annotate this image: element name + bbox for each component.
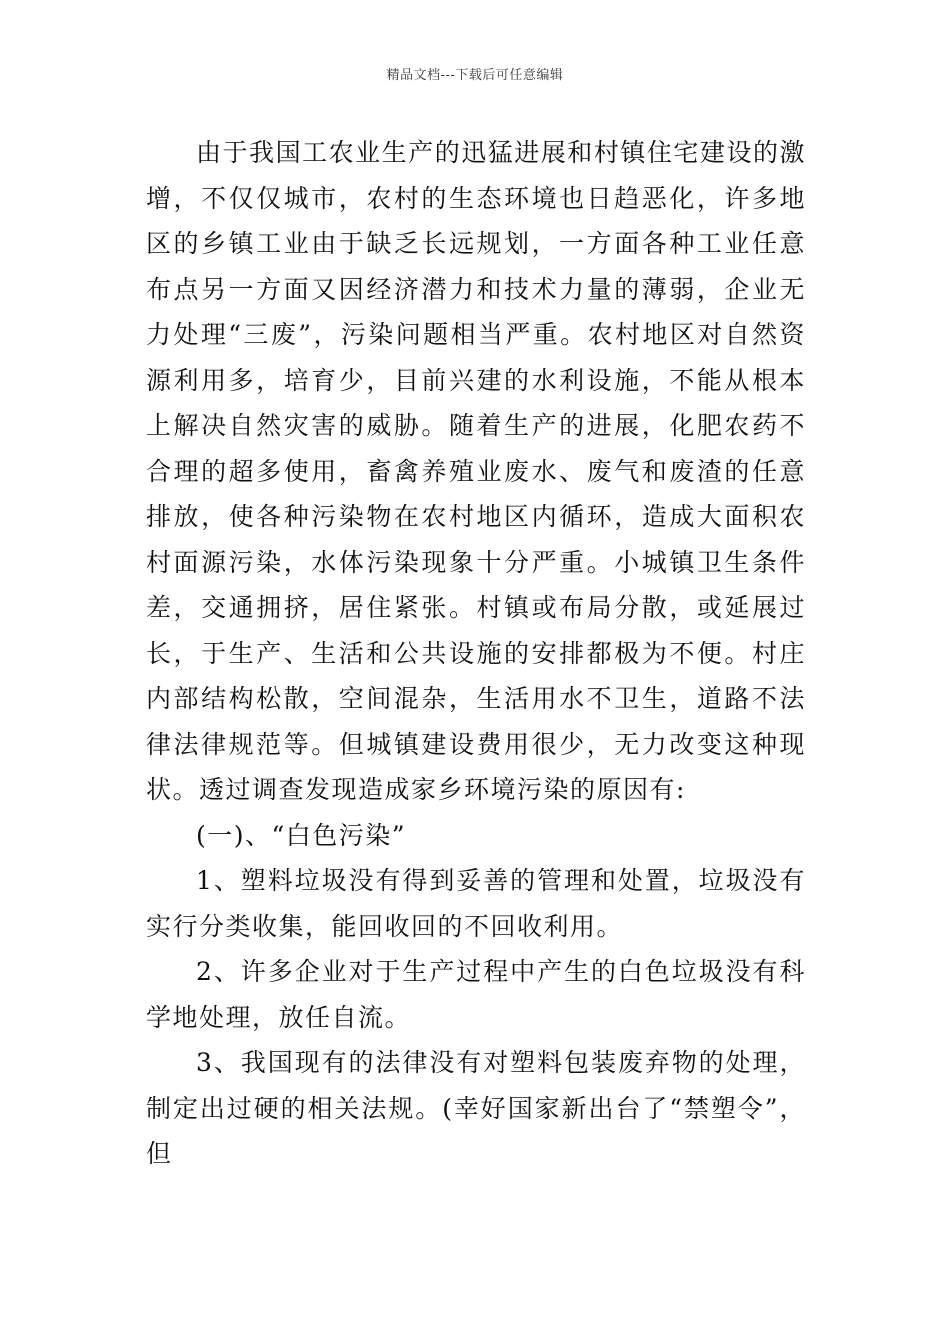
list-item-1: 1、塑料垃圾没有得到妥善的管理和处置，垃圾没有实行分类收集，能回收回的不回收利用。 [146,866,806,941]
document-body [146,130,806,1177]
page-header: 精品文档---下载后可任意编辑 [386,68,564,83]
section-heading-white-pollution: (一)、“白色污染” [196,820,407,850]
paragraph-intro: 由于我国工农业生产的迅猛进展和村镇住宅建设的激增，不仅仅城市，农村的生态环境也日趋恶化，许多地区的乡镇工业由于缺乏长远规划，一方面各种工业任意布点另一方面又因经济潜力和技术力量的薄弱，企业无力处理“三废”，污染问题相当严重。农村地区对自然资源利用多，培育少，目前兴建的水利设施，不能从根本上解决自然灾害的威胁。随着生产的进展，化肥农药不合理的超多使用，畜禽养殖业废水、废气和废渣的任意排放，使各种污染物在农村地区内循环，造成大面积农村面源污染，水体污染现象十分严重。小城镇卫生条件差，交通拥挤，居住紧张。村镇或布局分散，或延展过长，于生产、生活和公共设施的安排都极为不便。村庄内部结构松散，空间混杂，生活用水不卫生，道路不法律法律规范等。但城镇建设费用很少，无力改变这种现状。透过调查发现造成家乡环境污染的原因有: [146,138,806,804]
list-item-2: 2、许多企业对于生产过程中产生的白色垃圾没有科学地处理，放任自流。 [146,957,806,1032]
list-item-3: 3、我国现有的法律没有对塑料包装废弃物的处理，制定出过硬的相关法规。(幸好国家新出台了“禁塑令”，但 [146,1048,806,1168]
